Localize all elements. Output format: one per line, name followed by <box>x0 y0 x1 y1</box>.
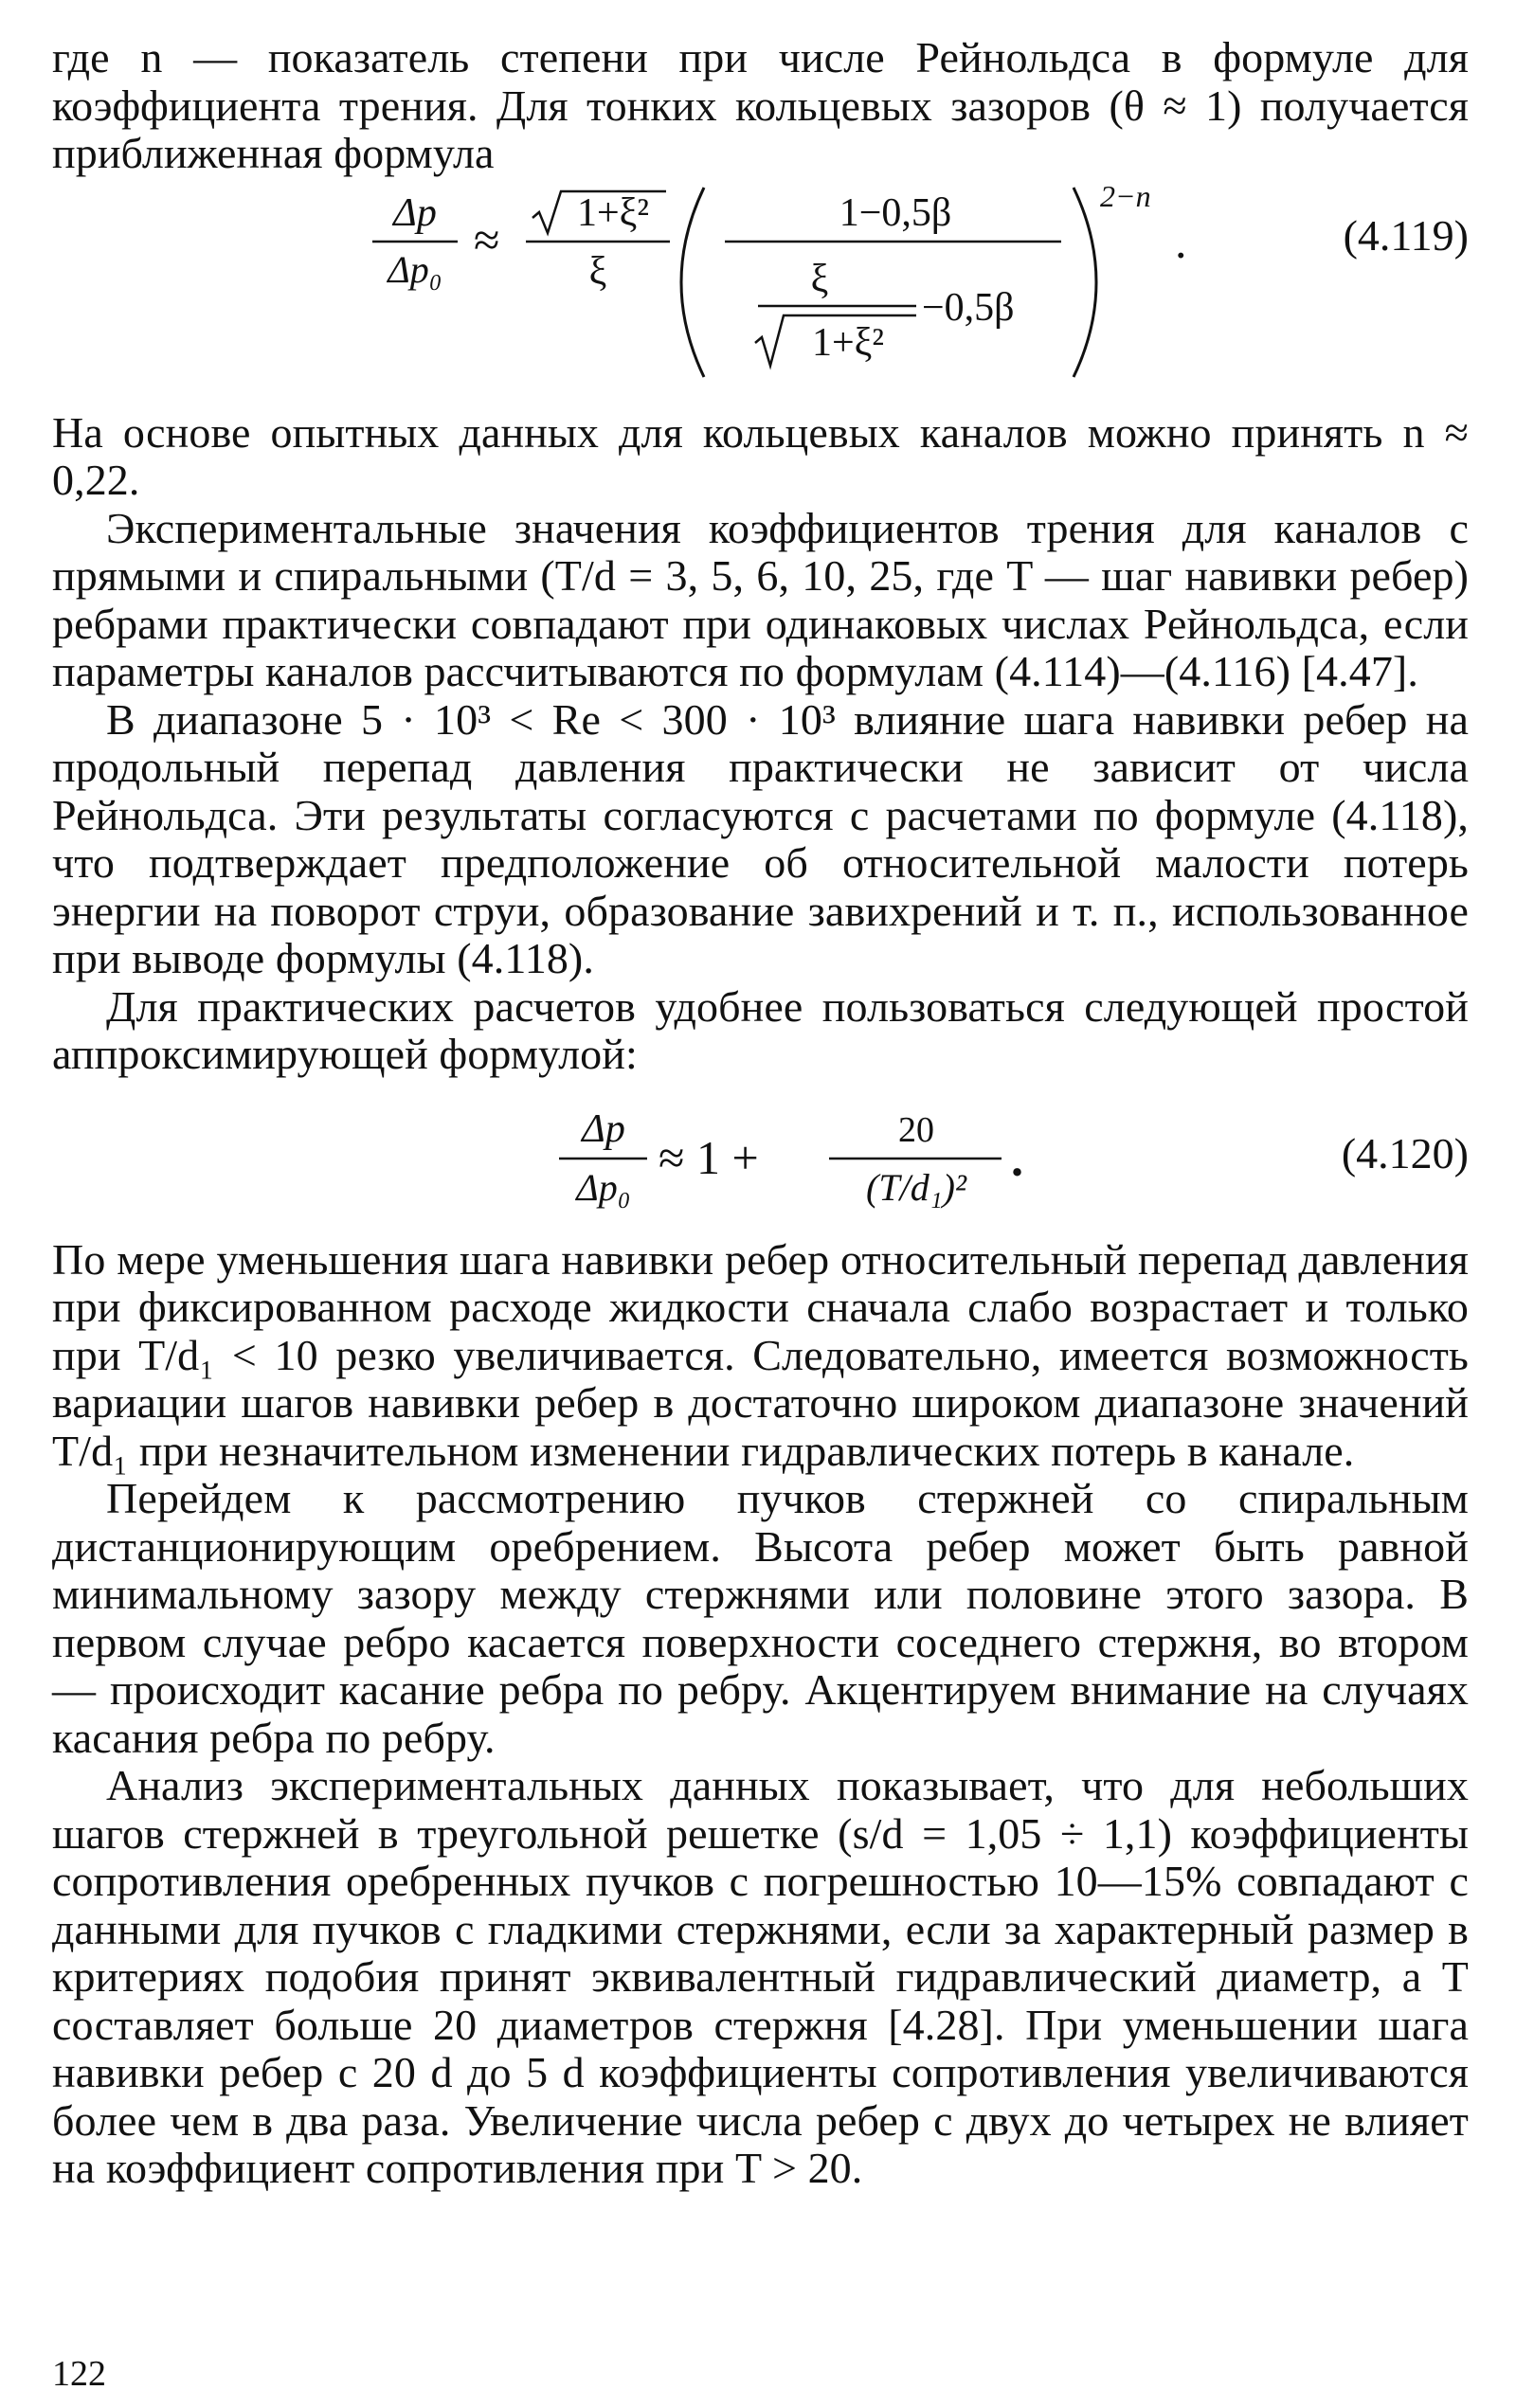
f120-end: . <box>1011 1132 1023 1187</box>
formula-4-119-graphic <box>52 180 1469 409</box>
f119-lhs-den: Δp₀ <box>388 247 442 291</box>
paragraph-6: По мере уменьшения шага навивки ребер относительный перепад давления при фиксированном расходе жидкости сначала слабо возрастает и только при T/d₁ < 10 резко увеличивается. Следовательно, имеется возможность вариации шагов навивки ребер в достаточно широком диапазоне значений T/d₁ при незначительном изменении гидравлических потерь в канале. <box>52 1234 1469 1475</box>
formula-4-120 <box>52 1102 1469 1215</box>
paragraph-5: Для практических расчетов удобнее пользоваться следующей простой аппроксимирующей формулой: <box>52 981 1469 1078</box>
paragraph-1: где n — показатель степени при числе Рейнольдса в формуле для коэффициента трения. Для тонких кольцевых зазоров (θ ≈ 1) получается приближенная формула <box>52 33 1469 177</box>
f119-right-paren <box>1074 188 1096 377</box>
equation-number-4-120: (4.120) <box>1341 1128 1469 1177</box>
f119-left-paren <box>681 188 704 377</box>
f120-lhs-den: Δp₀ <box>576 1165 631 1209</box>
paragraph-3: Экспериментальные значения коэффициентов трения для каналов с прямыми и спиральными (T/d = 3, 5, 6, 10, 25, где T — шаг навивки ребер) ребрами практически совпадают при одинаковых числах Рейнольдса, если параметры каналов рассчитываются по формулам (4.114)—(4.116) [4.47]. <box>52 503 1469 695</box>
f119-xi: ξ <box>588 249 607 294</box>
f119-exponent: 2−n <box>1100 178 1151 213</box>
f119-inner-den-tail: −0,5β <box>922 285 1015 330</box>
f119-sqrt-arg: 1+ξ² <box>576 190 650 235</box>
f120-rhs: ≈ 1 + <box>659 1130 759 1184</box>
f119-approx: ≈ <box>474 212 500 266</box>
f120-lhs-num: Δp <box>582 1106 625 1151</box>
paragraph-2: На основе опытных данных для кольцевых каналов можно принять n ≈ 0,22. <box>52 407 1469 504</box>
f119-lhs-num: Δp <box>393 190 437 235</box>
formula-4-119 <box>52 180 1469 409</box>
page-body <box>52 34 1469 2193</box>
f119-end: . <box>1175 214 1187 268</box>
f120-den: (T/d₁)² <box>866 1165 966 1209</box>
f119-inner-num: 1−0,5β <box>839 190 952 235</box>
paragraph-8: Анализ экспериментальных данных показывает, что для небольших шагов стержней в треугольной решетке (s/d = 1,05 ÷ 1,1) коэффициенты сопротивления оребренных пучков с погрешностью 10—15% совпадают с данными для пучков с гладкими стержнями, если за характерный размер в критериях подобия принят эквивалентный гидравлический диаметр, а T составляет больше 20 диаметров стержня [4.28]. При уменьшении шага навивки ребер с 20 d до 5 d коэффициенты сопротивления увеличиваются более чем в два раза. Увеличение числа ребер с двух до четырех не влияет на коэффициент сопротивления при T > 20. <box>52 1761 1469 2192</box>
equation-number-4-119: (4.119) <box>1343 210 1469 260</box>
paragraph-4: В диапазоне 5 · 10³ < Re < 300 · 10³ влияние шага навивки ребер на продольный перепад давления практически не зависит от числа Рейнольдса. Эти результаты согласуются с расчетами по формуле (4.118), что подтверждает предположение об относительной малости потерь энергии на поворот струи, образование завихрений и т. п., использованное при выводе формулы (4.118). <box>52 694 1469 982</box>
paragraph-7: Перейдем к рассмотрению пучков стержней со спиральным дистанционирующим оребрением. Высота ребер может быть равной минимальному зазору между стержнями или половине этого зазора. В первом случае ребро касается поверхности соседнего стержня, во втором — происходит касание ребра по ребру. Акцентируем внимание на случаях касания ребра по ребру. <box>52 1474 1469 1762</box>
page-number: 122 <box>52 2354 106 2394</box>
formula-4-120-graphic <box>52 1102 1469 1215</box>
f119-inner-xi: ξ <box>810 257 829 301</box>
f120-num: 20 <box>898 1109 934 1150</box>
f119-inner-sqrt-arg: 1+ξ² <box>811 320 885 365</box>
